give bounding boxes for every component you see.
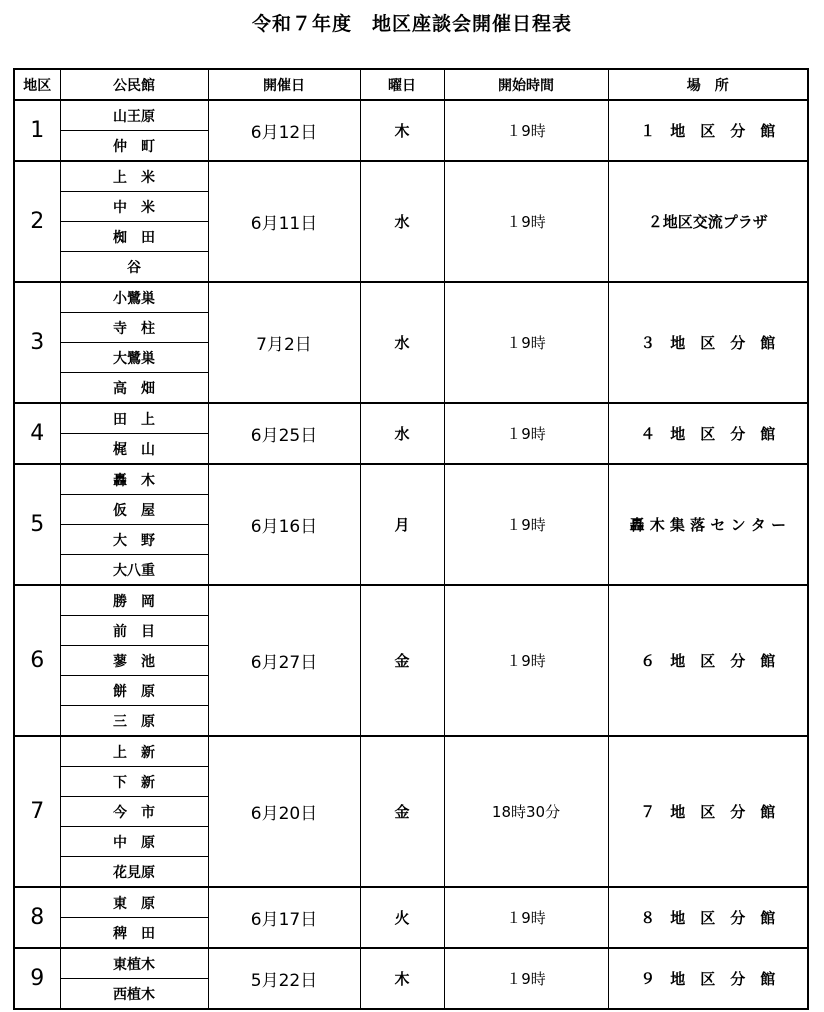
meeting-date: 6月16日 <box>208 464 360 585</box>
hall-name: 蓼 池 <box>60 646 208 676</box>
hall-name: 仮 屋 <box>60 495 208 525</box>
hall-name: 山王原 <box>60 100 208 131</box>
hall-name: 東植木 <box>60 948 208 979</box>
start-time: １9時 <box>444 585 608 736</box>
meeting-date: 6月11日 <box>208 161 360 282</box>
hall-name: 下 新 <box>60 767 208 797</box>
meeting-weekday: 金 <box>360 585 444 736</box>
meeting-weekday: 金 <box>360 736 444 887</box>
hall-name: 勝 岡 <box>60 585 208 616</box>
meeting-place: ７ 地 区 分 館 <box>608 736 808 887</box>
district-number: 1 <box>14 100 60 161</box>
hall-name: 大 野 <box>60 525 208 555</box>
hall-name: 東 原 <box>60 887 208 918</box>
hall-name: 前 目 <box>60 616 208 646</box>
header-row <box>14 69 808 100</box>
schedule-table <box>13 68 809 1010</box>
start-time: １9時 <box>444 282 608 403</box>
hall-name: 中 米 <box>60 192 208 222</box>
district-number: 4 <box>14 403 60 464</box>
hall-name: 高 畑 <box>60 373 208 404</box>
hall-name: 今 市 <box>60 797 208 827</box>
meeting-date: 6月12日 <box>208 100 360 161</box>
start-time: １9時 <box>444 464 608 585</box>
meeting-weekday: 水 <box>360 403 444 464</box>
district-number: 5 <box>14 464 60 585</box>
meeting-weekday: 月 <box>360 464 444 585</box>
meeting-place: ２地区交流プラザ <box>608 161 808 282</box>
meeting-place: ６ 地 区 分 館 <box>608 585 808 736</box>
meeting-date: 6月25日 <box>208 403 360 464</box>
start-time: １9時 <box>444 161 608 282</box>
header-start-time: 開始時間 <box>444 69 608 100</box>
district-number: 3 <box>14 282 60 403</box>
hall-name: 餅 原 <box>60 676 208 706</box>
table-row <box>14 585 808 616</box>
start-time: １9時 <box>444 887 608 948</box>
meeting-date: 6月27日 <box>208 585 360 736</box>
hall-name: 寺 柱 <box>60 313 208 343</box>
schedule-body <box>14 100 808 1009</box>
header-place: 場 所 <box>608 69 808 100</box>
table-row <box>14 161 808 192</box>
table-row <box>14 736 808 767</box>
table-row <box>14 948 808 979</box>
hall-name: 花見原 <box>60 857 208 888</box>
district-number: 9 <box>14 948 60 1009</box>
header-weekday: 曜日 <box>360 69 444 100</box>
header-hall: 公民館 <box>60 69 208 100</box>
hall-name: 轟 木 <box>60 464 208 495</box>
table-row <box>14 887 808 918</box>
hall-name: 上 新 <box>60 736 208 767</box>
district-number: 7 <box>14 736 60 887</box>
meeting-date: 6月20日 <box>208 736 360 887</box>
table-row <box>14 403 808 434</box>
meeting-date: 5月22日 <box>208 948 360 1009</box>
district-number: 2 <box>14 161 60 282</box>
district-number: 6 <box>14 585 60 736</box>
start-time: １9時 <box>444 100 608 161</box>
table-row <box>14 282 808 313</box>
header-date: 開催日 <box>208 69 360 100</box>
start-time: １9時 <box>444 403 608 464</box>
meeting-place: ３ 地 区 分 館 <box>608 282 808 403</box>
district-number: 8 <box>14 887 60 948</box>
hall-name: 稗 田 <box>60 918 208 949</box>
meeting-weekday: 水 <box>360 161 444 282</box>
meeting-date: 6月17日 <box>208 887 360 948</box>
meeting-weekday: 水 <box>360 282 444 403</box>
hall-name: 三 原 <box>60 706 208 737</box>
page-title: 令和７年度 地区座談会開催日程表 <box>251 13 572 35</box>
header-district: 地区 <box>14 69 60 100</box>
table-row <box>14 100 808 131</box>
hall-name: 中 原 <box>60 827 208 857</box>
meeting-date: 7月2日 <box>208 282 360 403</box>
start-time: 18時30分 <box>444 736 608 887</box>
meeting-weekday: 火 <box>360 887 444 948</box>
hall-name: 小鷺巣 <box>60 282 208 313</box>
meeting-place: 轟 木 集 落 セ ン タ ー <box>608 464 808 585</box>
hall-name: 仲 町 <box>60 131 208 162</box>
hall-name: 椥 田 <box>60 222 208 252</box>
table-row <box>14 464 808 495</box>
hall-name: 上 米 <box>60 161 208 192</box>
hall-name: 田 上 <box>60 403 208 434</box>
meeting-place: ８ 地 区 分 館 <box>608 887 808 948</box>
meeting-place: １ 地 区 分 館 <box>608 100 808 161</box>
meeting-weekday: 木 <box>360 948 444 1009</box>
hall-name: 大鷺巣 <box>60 343 208 373</box>
meeting-weekday: 木 <box>360 100 444 161</box>
meeting-place: ４ 地 区 分 館 <box>608 403 808 464</box>
meeting-place: ９ 地 区 分 館 <box>608 948 808 1009</box>
hall-name: 大八重 <box>60 555 208 586</box>
hall-name: 谷 <box>60 252 208 283</box>
hall-name: 西植木 <box>60 979 208 1010</box>
start-time: １9時 <box>444 948 608 1009</box>
hall-name: 梶 山 <box>60 434 208 465</box>
